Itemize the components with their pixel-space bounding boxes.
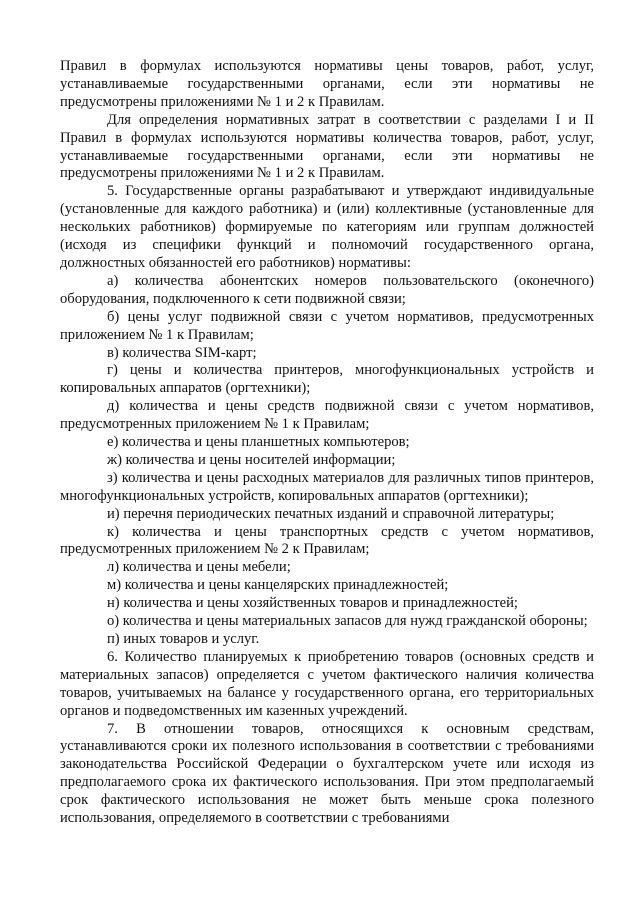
document-page <box>60 58 594 828</box>
list-item-d: д) количества и цены средств подвижной связи с учетом нормативов, предусмотренных приложением № 1 к Правилам; <box>60 398 594 433</box>
list-item-n: н) количества и цены хозяйственных товаров и принадлежностей; <box>107 595 518 612</box>
paragraph-item-5: 5. Государственные органы разрабатывают и утверждают индивидуальные (установленные для каждого работника) и (или) коллективные (установленные для нескольких работников) формируемые по категориям или группам должностей (исходя из специфики функций и полномочий государственного органа, должностных обязанностей его работников) нормативы: <box>60 183 594 271</box>
paragraph-item-6: 6. Количество планируемых к приобретению товаров (основных средств и материальных запасов) определяется с учетом фактического наличия количества товаров, учитываемых на балансе у государственного органа, его территориальных органов и подведомственных им казенных учреждений. <box>60 648 594 719</box>
paragraph-item-7: 7. В отношении товаров, относящихся к основным средствам, устанавливаются сроки их полезного использования в соответствии с требованиями законодательства Российской Федерации о бухгалтерском учете или исходя из предполагаемого срока их фактического использования. При этом предполагаемый срок фактического использования не может быть меньше срока полезного использования, определяемого в соответствии с требованиями <box>60 720 594 827</box>
list-item-z: з) количества и цены расходных материалов для различных типов принтеров, многофункциональных устройств, копировальных аппаратов (оргтехники); <box>60 469 594 504</box>
paragraph-quantity-norms: Для определения нормативных затрат в соответствии с разделами I и II Правил в формулах используются нормативы количества товаров, работ, услуг, устанавливаемые государственными органами, если эти нормативы не предусмотрены приложениями № 1 и 2 к Правилам. <box>60 111 594 182</box>
list-item-b: б) цены услуг подвижной связи с учетом нормативов, предусмотренных приложением № 1 к Правилам; <box>60 308 594 343</box>
list-item-v: в) количества SIM-карт; <box>107 344 257 361</box>
list-item-m: м) количества и цены канцелярских принадлежностей; <box>107 577 449 594</box>
list-item-g: г) цены и количества принтеров, многофункциональных устройств и копировальных аппаратов (оргтехники); <box>60 362 594 397</box>
list-item-p: п) иных товаров и услуг. <box>107 631 260 647</box>
list-item-k: к) количества и цены транспортных средств с учетом нормативов, предусмотренных приложением № 2 к Правилам; <box>60 523 594 558</box>
list-item-a: а) количества абонентских номеров пользовательского (оконечного) оборудования, подключенного к сети подвижной связи; <box>60 272 594 307</box>
paragraph-continuation: Правил в формулах используются нормативы цены товаров, работ, услуг, устанавливаемые государственными органами, если эти нормативы не предусмотрены приложениями № 1 и 2 к Правилам. <box>60 58 594 110</box>
list-item-o: о) количества и цены материальных запасов для нужд гражданской обороны; <box>107 613 588 630</box>
list-item-i: и) перечня периодических печатных изданий и справочной литературы; <box>107 505 555 522</box>
list-item-e: е) количества и цены планшетных компьютеров; <box>107 434 410 451</box>
list-item-zh: ж) количества и цены носителей информации; <box>107 451 396 468</box>
list-item-l: л) количества и цены мебели; <box>107 559 291 576</box>
